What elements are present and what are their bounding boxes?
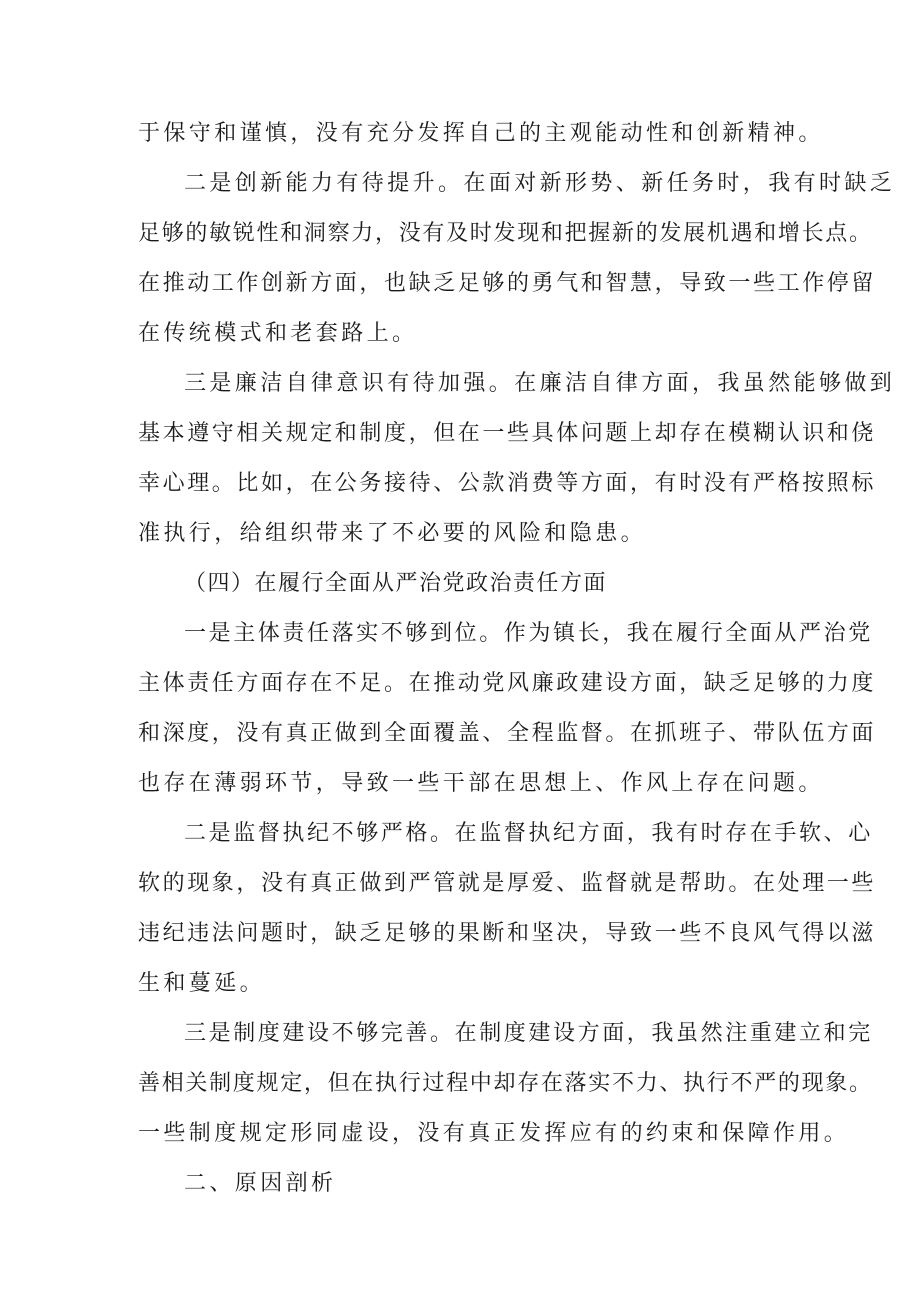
paragraph-line: 在推动工作创新方面，也缺乏足够的勇气和智慧，导致一些工作停留	[138, 271, 877, 296]
paragraph-line: 违纪违法问题时，缺乏足够的果断和坚决，导致一些不良风气得以滋	[138, 921, 877, 946]
paragraph-line: 二是监督执纪不够严格。在监督执纪方面，我有时存在手软、心	[184, 821, 873, 846]
section-heading: 二、原因剖析	[184, 1171, 337, 1196]
paragraph-line: 幸心理。比如，在公务接待、公款消费等方面，有时没有严格按照标	[138, 471, 877, 496]
paragraph-line: 一是主体责任落实不够到位。作为镇长，我在履行全面从严治党	[184, 621, 873, 646]
paragraph-line: 基本遵守相关规定和制度，但在一些具体问题上却存在模糊认识和侥	[138, 421, 877, 446]
paragraph-line: 在传统模式和老套路上。	[138, 321, 418, 346]
paragraph-line: 准执行，给组织带来了不必要的风险和隐患。	[138, 521, 647, 546]
paragraph-line: 主体责任方面存在不足。在推动党风廉政建设方面，缺乏足够的力度	[138, 671, 877, 696]
paragraph-line: 三是廉洁自律意识有待加强。在廉洁自律方面，我虽然能够做到	[184, 371, 896, 396]
paragraph-line: 软的现象，没有真正做到严管就是厚爱、监督就是帮助。在处理一些	[138, 871, 877, 896]
paragraph-line: 一些制度规定形同虚设，没有真正发挥应有的约束和保障作用。	[138, 1121, 850, 1146]
paragraph-line: 和深度，没有真正做到全面覆盖、全程监督。在抓班子、带队伍方面	[138, 721, 877, 746]
paragraph-line: 三是制度建设不够完善。在制度建设方面，我虽然注重建立和完	[184, 1021, 873, 1046]
paragraph-line: 二是创新能力有待提升。在面对新形势、新任务时，我有时缺乏	[184, 171, 896, 196]
paragraph-line: 足够的敏锐性和洞察力，没有及时发现和把握新的发展机遇和增长点。	[138, 221, 873, 246]
paragraph-line: 善相关制度规定，但在执行过程中却存在落实不力、执行不严的现象。	[138, 1071, 873, 1096]
paragraph-line: 于保守和谨慎，没有充分发挥自己的主观能动性和创新精神。	[138, 121, 824, 146]
paragraph-line: 也存在薄弱环节，导致一些干部在思想上、作风上存在问题。	[138, 771, 824, 796]
paragraph-line: 生和蔓延。	[138, 971, 266, 996]
section-heading: （四）在履行全面从严治党政治责任方面	[184, 571, 608, 596]
